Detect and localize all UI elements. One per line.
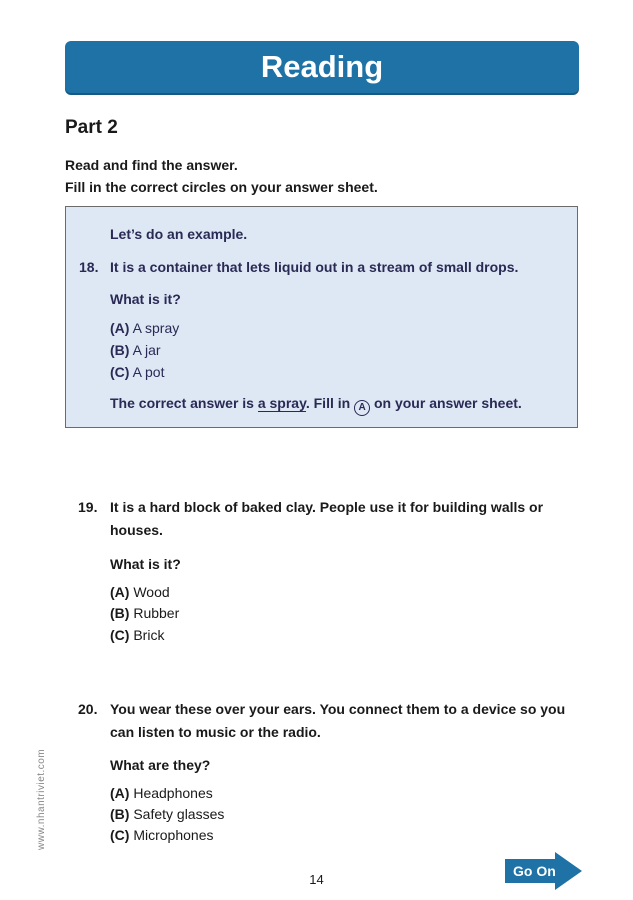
go-on-label: Go On — [513, 863, 556, 879]
page-number: 14 — [309, 872, 324, 887]
example-option-c — [110, 364, 164, 380]
question-20-option-c[interactable] — [110, 827, 213, 843]
question-19-prompt: What is it? — [110, 556, 181, 572]
option-text: Rubber — [133, 605, 180, 621]
question-19-text: It is a hard block of baked clay. People use it for building walls or houses. — [110, 499, 544, 538]
question-20-prompt: What are they? — [110, 757, 211, 773]
go-on-button[interactable] — [505, 852, 582, 890]
watermark-url: www.nhantriviet.com — [36, 748, 47, 850]
option-text: A jar — [132, 342, 161, 358]
answer-suffix: on your answer sheet. — [373, 395, 522, 411]
option-text: A spray — [132, 320, 180, 336]
option-letter: (A) — [110, 584, 130, 600]
question-19-number: 19. — [78, 499, 98, 515]
answer-prefix: The correct answer is — [110, 395, 254, 411]
question-19-option-b[interactable] — [110, 605, 179, 621]
option-letter: (A) — [110, 320, 130, 336]
option-letter: (C) — [110, 364, 130, 380]
option-text: Microphones — [133, 827, 214, 843]
example-option-b — [110, 342, 161, 358]
part-title: Part 2 — [65, 117, 118, 138]
answer-value: a spray — [257, 395, 306, 411]
section-header — [65, 41, 579, 93]
example-question: It is a container that lets liquid out in a stream of small drops. — [110, 259, 519, 275]
option-letter: (C) — [110, 827, 130, 843]
option-text: Brick — [133, 627, 165, 643]
instruction-line-1: Read and find the answer. — [65, 157, 238, 173]
question-20-text: You wear these over your ears. You connect them to a device so you can listen to music or the radio. — [110, 701, 566, 740]
example-option-a — [110, 320, 179, 336]
answer-mid: . Fill in — [305, 395, 351, 411]
question-19-option-c[interactable] — [110, 627, 164, 643]
option-letter: (A) — [110, 785, 130, 801]
option-letter: (B) — [110, 806, 130, 822]
example-number: 18. — [79, 259, 99, 275]
instruction-line-2: Fill in the correct circles on your answer sheet. — [65, 179, 378, 195]
question-20-option-a[interactable] — [110, 785, 213, 801]
option-letter: (B) — [110, 605, 130, 621]
example-answer — [110, 395, 522, 416]
option-letter: (C) — [110, 627, 130, 643]
section-title: Reading — [260, 49, 384, 84]
question-20-number: 20. — [78, 701, 98, 717]
option-text: Wood — [133, 584, 170, 600]
option-text: Headphones — [133, 785, 213, 801]
example-intro: Let’s do an example. — [110, 226, 248, 242]
example-box — [65, 206, 578, 428]
option-text: A pot — [132, 364, 165, 380]
option-text: Safety glasses — [133, 806, 225, 822]
answer-circle-icon: A — [354, 400, 370, 416]
question-19-option-a[interactable] — [110, 584, 170, 600]
example-prompt: What is it? — [110, 291, 181, 307]
question-20-option-b[interactable] — [110, 806, 224, 822]
option-letter: (B) — [110, 342, 130, 358]
